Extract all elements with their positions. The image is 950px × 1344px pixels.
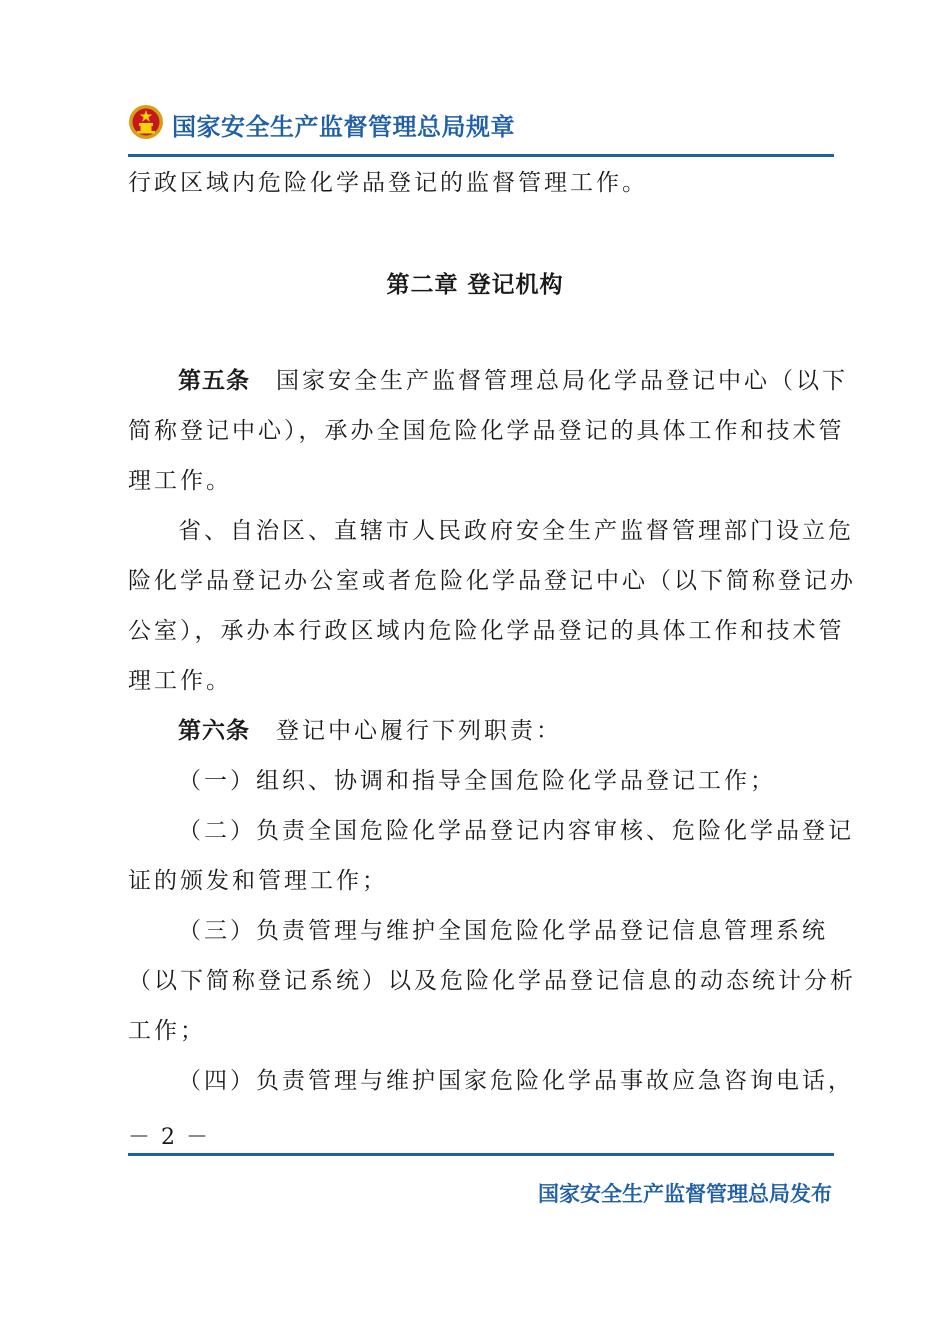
national-emblem-icon: [128, 104, 164, 140]
chapter-title: 第二章 登记机构: [386, 272, 564, 298]
page-number: － 2 －: [128, 1125, 210, 1150]
body-line: （四）负责管理与维护国家危险化学品事故应急咨询电话，: [178, 1068, 854, 1094]
article-6-line: [178, 716, 562, 746]
body-line: 证的颁发和管理工作；: [128, 868, 388, 894]
header-title: 国家安全生产监督管理总局规章: [172, 113, 515, 141]
body-line: （二）负责全国危险化学品登记内容审核、危险化学品登记: [178, 818, 854, 844]
article-5-line: [178, 366, 848, 396]
body-line: 工作；: [128, 1018, 206, 1044]
article-6-text: 登记中心履行下列职责：: [276, 718, 562, 744]
body-line: 理工作。: [128, 468, 232, 494]
footer-publisher: 国家安全生产监督管理总局发布: [538, 1182, 832, 1206]
body-line: 行政区域内危险化学品登记的监督管理工作。: [128, 170, 648, 196]
body-line: （三）负责管理与维护全国危险化学品登记信息管理系统: [178, 918, 828, 944]
article-5-text: 国家安全生产监督管理总局化学品登记中心（以下: [276, 368, 848, 394]
body-line: 省、自治区、直辖市人民政府安全生产监督管理部门设立危: [178, 518, 854, 544]
body-line: 险化学品登记办公室或者危险化学品登记中心（以下简称登记办: [128, 568, 856, 594]
body-line: （以下简称登记系统）以及危险化学品登记信息的动态统计分析: [128, 968, 856, 994]
footer-divider: [128, 1153, 834, 1156]
article-6-label: 第六条: [178, 718, 250, 744]
body-line: 简称登记中心），承办全国危险化学品登记的具体工作和技术管: [128, 418, 845, 444]
article-5-label: 第五条: [178, 368, 250, 394]
header-divider: [128, 154, 834, 157]
body-line: 公室），承办本行政区域内危险化学品登记的具体工作和技术管: [128, 618, 845, 644]
body-line: 理工作。: [128, 668, 232, 694]
body-line: （一）组织、协调和指导全国危险化学品登记工作；: [178, 768, 776, 794]
page-header: [128, 100, 834, 156]
